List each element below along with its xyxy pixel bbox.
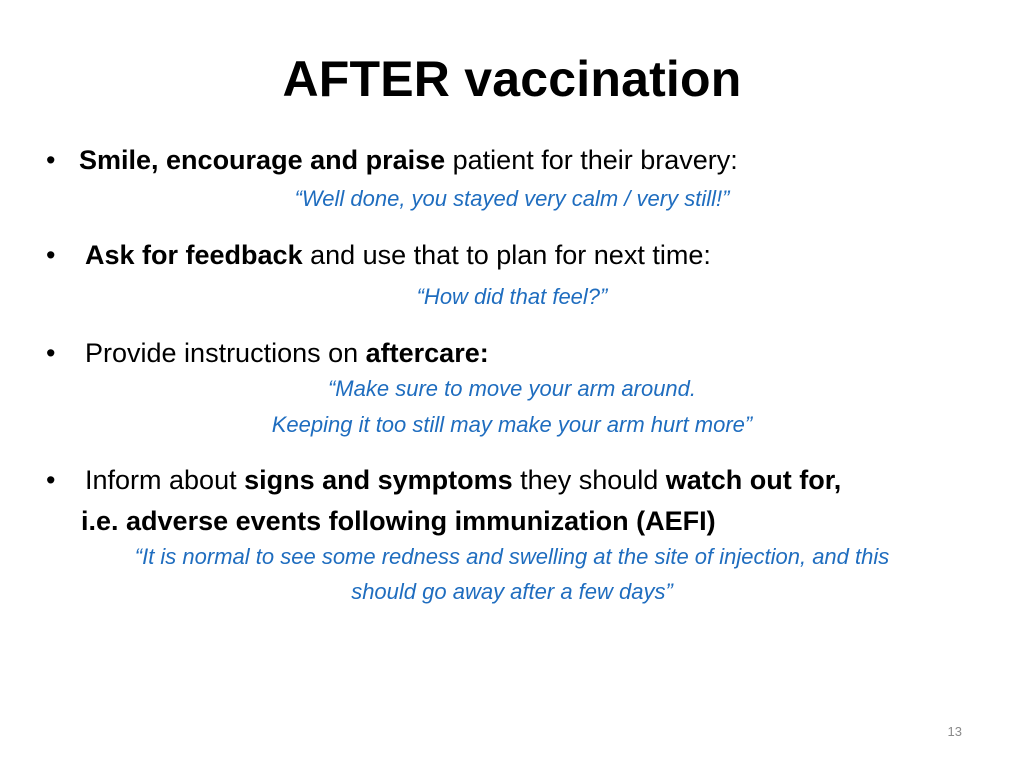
bullet-4-text-line-2 — [81, 504, 716, 538]
bullet-2-dot: • — [46, 240, 56, 270]
bullet-4-lead: Inform about — [85, 465, 245, 495]
bullet-4-bold-2: watch out for, — [665, 465, 842, 495]
bullet-2-text — [85, 238, 711, 272]
page-number: 13 — [947, 724, 962, 739]
bullet-2-rest: and use that to plan for next time: — [302, 240, 711, 270]
bullet-3-bold: aftercare: — [365, 338, 489, 368]
bullet-4-mid: they should — [512, 465, 666, 495]
bullet-1-bold: Smile, encourage and praise — [79, 145, 446, 175]
bullet-4-quote-line-1: “It is normal to see some redness and swelling at the site of injection, and this — [134, 544, 890, 569]
bullet-2-bold: Ask for feedback — [85, 240, 303, 270]
bullet-1-dot: • — [46, 145, 56, 175]
bullet-4-quote-line-2: should go away after a few days” — [351, 579, 673, 604]
bullet-1-rest: patient for their bravery: — [445, 145, 738, 175]
bullet-1-text — [79, 143, 738, 177]
bullet-2-quote: “How did that feel?” — [416, 284, 608, 309]
bullet-4-dot: • — [46, 465, 56, 495]
bullet-3-quote-line-1: “Make sure to move your arm around. — [327, 376, 697, 401]
bullet-3-dot: • — [46, 338, 56, 368]
bullet-4-bold-1: signs and symptoms — [244, 465, 513, 495]
bullet-4-bold-3: i.e. adverse events following immunization (AEFI) — [81, 506, 716, 536]
slide-title: AFTER vaccination — [282, 51, 742, 107]
bullet-1-quote: “Well done, you stayed very calm / very still!” — [294, 186, 730, 211]
bullet-3-text — [85, 336, 489, 370]
bullet-4-text-line-1 — [85, 463, 841, 497]
bullet-3-lead: Provide instructions on — [85, 338, 366, 368]
bullet-3-quote-line-2: Keeping it too still may make your arm hurt more” — [271, 412, 753, 437]
